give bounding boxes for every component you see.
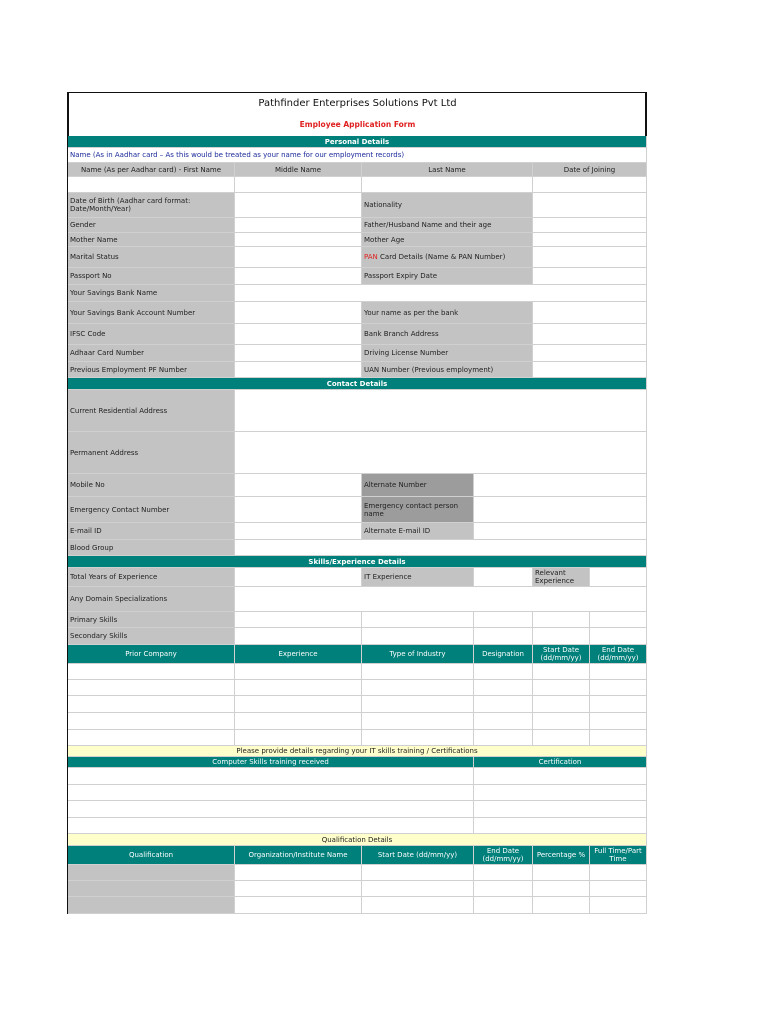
experience-row-4-cell-4[interactable] [474, 713, 533, 730]
qualification-row-1-cell-6[interactable] [590, 865, 647, 881]
training-row-1[interactable] [68, 768, 474, 785]
label-gender: Gender [68, 218, 235, 233]
input-pan-card[interactable] [533, 247, 647, 268]
qualification-row-1-cell-4[interactable] [474, 865, 533, 881]
label-savings_name: Your Savings Bank Name [68, 285, 235, 302]
experience-row-1-cell-4[interactable] [474, 664, 533, 680]
label-passport_expiry: Passport Expiry Date [362, 268, 533, 285]
experience-row-3-cell-4[interactable] [474, 696, 533, 713]
input-adhaar[interactable] [235, 345, 362, 362]
label-emergency-person: Emergency contact person name [362, 497, 474, 523]
input-nationality[interactable] [533, 193, 647, 218]
label-driving: Driving License Number [362, 345, 533, 362]
label-blood-group: Blood Group [68, 540, 235, 556]
qualification-row-2-cell-5[interactable] [533, 881, 590, 897]
input-mother_name[interactable] [235, 233, 362, 247]
qualification-row-1-cell-3[interactable] [362, 865, 474, 881]
experience-row-3-cell-1[interactable] [68, 696, 235, 713]
experience-row-5-cell-5[interactable] [533, 730, 590, 746]
it-experience-input[interactable] [474, 568, 533, 587]
experience-row-4-cell-3[interactable] [362, 713, 474, 730]
secondary-skills-input-3[interactable] [474, 628, 533, 645]
experience-row-3-cell-6[interactable] [590, 696, 647, 713]
qualification-row-3-cell-6[interactable] [590, 897, 647, 914]
input-father[interactable] [533, 218, 647, 233]
col-institute-name: Organization/Institute Name [235, 846, 362, 865]
col-first-name: Name (As per Aadhar card) - First Name [68, 163, 235, 177]
experience-row-1-cell-6[interactable] [590, 664, 647, 680]
experience-row-5-cell-6[interactable] [590, 730, 647, 746]
label-mother_name: Mother Name [68, 233, 235, 247]
experience-row-4-cell-2[interactable] [235, 713, 362, 730]
experience-row-2-cell-4[interactable] [474, 680, 533, 696]
label-name_bank: Your name as per the bank [362, 302, 533, 324]
label-mobile: Mobile No [68, 474, 235, 497]
experience-row-3-cell-2[interactable] [235, 696, 362, 713]
input-passport_expiry[interactable] [533, 268, 647, 285]
mobile-input[interactable] [235, 474, 362, 497]
training-row-3[interactable] [68, 801, 474, 818]
emergency-number-input[interactable] [235, 497, 362, 523]
domain-input[interactable] [235, 587, 647, 612]
experience-row-4-cell-5[interactable] [533, 713, 590, 730]
col-q-end-date: End Date (dd/mm/yy) [474, 846, 533, 865]
input-marital[interactable] [235, 247, 362, 268]
secondary-skills-input-4[interactable] [533, 628, 590, 645]
input-name_bank[interactable] [533, 302, 647, 324]
qualification-row-2-cell-6[interactable] [590, 881, 647, 897]
secondary-skills-input-5[interactable] [590, 628, 647, 645]
qualification-row-1-cell-2[interactable] [235, 865, 362, 881]
date-of-joining-input[interactable] [533, 177, 647, 193]
emergency-person-input[interactable] [474, 497, 647, 523]
qualification-row-1-label [68, 865, 235, 881]
qualification-row-2-label [68, 881, 235, 897]
section-personal-header: Personal Details [68, 136, 647, 148]
section-contact-header: Contact Details [68, 378, 647, 390]
name-note: Name (As in Aadhar card – As this would be treated as your name for our employment records) [68, 148, 647, 163]
experience-row-5-cell-4[interactable] [474, 730, 533, 746]
experience-row-2-cell-2[interactable] [235, 680, 362, 696]
middle-name-input[interactable] [235, 177, 362, 193]
col-last-name: Last Name [362, 163, 533, 177]
label-domain: Any Domain Specializations [68, 587, 235, 612]
alternate-email-input[interactable] [474, 523, 647, 540]
qualification-row-1-cell-5[interactable] [533, 865, 590, 881]
label-marital: Marital Status [68, 247, 235, 268]
qualification-row-3-cell-3[interactable] [362, 897, 474, 914]
email-input[interactable] [235, 523, 362, 540]
current-address-input[interactable] [235, 390, 647, 432]
input-gender[interactable] [235, 218, 362, 233]
input-savings_account[interactable] [235, 302, 362, 324]
input-pf[interactable] [235, 362, 362, 378]
experience-row-1-cell-5[interactable] [533, 664, 590, 680]
col-certification: Certification [474, 757, 647, 768]
primary-skills-input-3[interactable] [474, 612, 533, 628]
section-skills-header: Skills/Experience Details [68, 556, 647, 568]
col-middle-name: Middle Name [235, 163, 362, 177]
experience-row-5-cell-3[interactable] [362, 730, 474, 746]
qualification-row-3-label [68, 897, 235, 914]
experience-row-4-cell-6[interactable] [590, 713, 647, 730]
col-computer-skills-training: Computer Skills training received [68, 757, 474, 768]
training-note: Please provide details regarding your IT skills training / Certifications [68, 746, 647, 757]
input-driving[interactable] [533, 345, 647, 362]
label-pf: Previous Employment PF Number [68, 362, 235, 378]
first-name-input[interactable] [68, 177, 235, 193]
experience-row-3-cell-5[interactable] [533, 696, 590, 713]
training-row-2[interactable] [68, 785, 474, 801]
experience-row-5-cell-1[interactable] [68, 730, 235, 746]
experience-row-1-cell-2[interactable] [235, 664, 362, 680]
col-qualification: Qualification [68, 846, 235, 865]
experience-row-5-cell-2[interactable] [235, 730, 362, 746]
label-branch: Bank Branch Address [362, 324, 533, 345]
section-qualification-header: Qualification Details [68, 834, 647, 846]
qualification-row-3-cell-5[interactable] [533, 897, 590, 914]
input-branch[interactable] [533, 324, 647, 345]
blood-group-input[interactable] [235, 540, 647, 556]
label-secondary-skills: Secondary Skills [68, 628, 235, 645]
label-mother_age: Mother Age [362, 233, 533, 247]
input-uan[interactable] [533, 362, 647, 378]
qualification-row-2-cell-3[interactable] [362, 881, 474, 897]
input-passport[interactable] [235, 268, 362, 285]
qualification-row-2-cell-2[interactable] [235, 881, 362, 897]
label-current-address: Current Residential Address [68, 390, 235, 432]
label-relevant-experience: Relevant Experience [533, 568, 590, 587]
primary-skills-input-5[interactable] [590, 612, 647, 628]
label-savings_account: Your Savings Bank Account Number [68, 302, 235, 324]
label-primary-skills: Primary Skills [68, 612, 235, 628]
certification-row-2[interactable] [474, 785, 647, 801]
company-name: Pathfinder Enterprises Solutions Pvt Ltd [258, 98, 457, 109]
input-dob[interactable] [235, 193, 362, 218]
label-passport: Passport No [68, 268, 235, 285]
qualification-row-2-cell-4[interactable] [474, 881, 533, 897]
col-experience: Experience [235, 645, 362, 664]
experience-row-2-cell-3[interactable] [362, 680, 474, 696]
col-end-date: End Date (dd/mm/yy) [590, 645, 647, 664]
label-pan-card [362, 247, 533, 268]
label-permanent-address: Permanent Address [68, 432, 235, 474]
col-start-date: Start Date (dd/mm/yy) [533, 645, 590, 664]
label-adhaar: Adhaar Card Number [68, 345, 235, 362]
col-prior-company: Prior Company [68, 645, 235, 664]
input-ifsc[interactable] [235, 324, 362, 345]
label-total-experience: Total Years of Experience [68, 568, 235, 587]
col-percentage: Percentage % [533, 846, 590, 865]
primary-skills-input-1[interactable] [235, 612, 362, 628]
pan-label-rest: Card Details (Name & PAN Number) [377, 253, 506, 261]
permanent-address-input[interactable] [235, 432, 647, 474]
col-date-of-joining: Date of Joining [533, 163, 647, 177]
certification-row-4[interactable] [474, 818, 647, 834]
experience-row-1-cell-3[interactable] [362, 664, 474, 680]
label-ifsc: IFSC Code [68, 324, 235, 345]
col-q-start-date: Start Date (dd/mm/yy) [362, 846, 474, 865]
label-father: Father/Husband Name and their age [362, 218, 533, 233]
label-alternate-email: Alternate E-mail ID [362, 523, 474, 540]
input-mother_age[interactable] [533, 233, 647, 247]
alternate-number-input[interactable] [474, 474, 647, 497]
experience-row-2-cell-1[interactable] [68, 680, 235, 696]
qualification-row-3-cell-4[interactable] [474, 897, 533, 914]
certification-row-3[interactable] [474, 801, 647, 818]
qualification-row-3-cell-2[interactable] [235, 897, 362, 914]
primary-skills-input-4[interactable] [533, 612, 590, 628]
total-experience-input[interactable] [235, 568, 362, 587]
experience-row-2-cell-6[interactable] [590, 680, 647, 696]
label-dob: Date of Birth (Aadhar card format: Date/Month/Year) [68, 193, 235, 218]
certification-row-1[interactable] [474, 768, 647, 785]
experience-row-4-cell-1[interactable] [68, 713, 235, 730]
label-uan: UAN Number (Previous employment) [362, 362, 533, 378]
experience-row-2-cell-5[interactable] [533, 680, 590, 696]
label-alternate-number: Alternate Number [362, 474, 474, 497]
pan-highlight: PAN [364, 253, 378, 261]
label-it-experience: IT Experience [362, 568, 474, 587]
secondary-skills-input-1[interactable] [235, 628, 362, 645]
last-name-input[interactable] [362, 177, 533, 193]
col-full-part-time: Full Time/Part Time [590, 846, 647, 865]
col-type-of-industry: Type of Industry [362, 645, 474, 664]
experience-row-3-cell-3[interactable] [362, 696, 474, 713]
primary-skills-input-2[interactable] [362, 612, 474, 628]
label-nationality: Nationality [362, 193, 533, 218]
secondary-skills-input-2[interactable] [362, 628, 474, 645]
label-emergency-number: Emergency Contact Number [68, 497, 235, 523]
col-designation: Designation [474, 645, 533, 664]
relevant-experience-input[interactable] [590, 568, 647, 587]
input-savings_name[interactable] [235, 285, 647, 302]
training-row-4[interactable] [68, 818, 474, 834]
label-email: E-mail ID [68, 523, 235, 540]
form-title: Employee Application Form [299, 120, 416, 129]
experience-row-1-cell-1[interactable] [68, 664, 235, 680]
